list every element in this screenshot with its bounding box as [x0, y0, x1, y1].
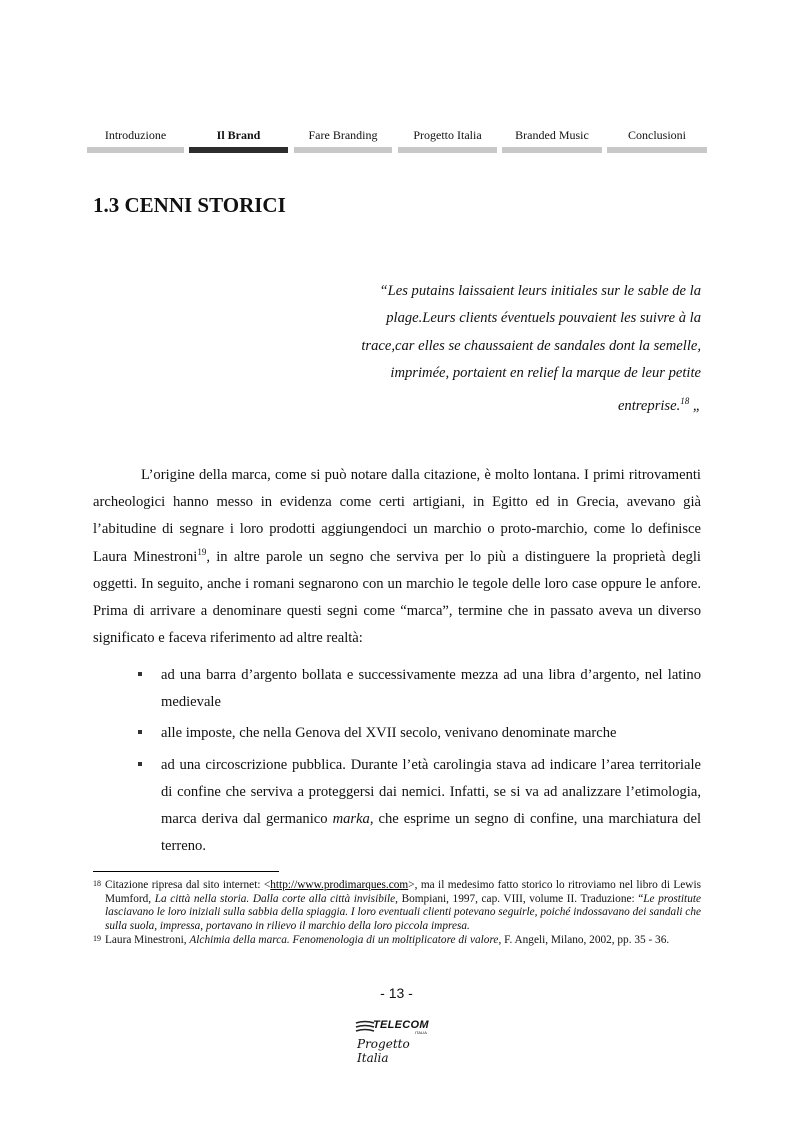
logo-brand-small: ITALIA: [415, 1030, 427, 1035]
tab-label: Progetto Italia: [413, 128, 482, 142]
footnote-text: >, ma il medesimo fatto storico lo ritroviamo nel libro di Lewis Mumford,: [105, 879, 701, 905]
epigraph-quote: [340, 278, 701, 420]
footnote-translation-end: .: [467, 919, 470, 932]
square-bullet-icon: [138, 730, 142, 734]
tab-label: Conclusioni: [627, 128, 686, 142]
meaning-list: [93, 662, 701, 864]
logo-tagline: Progetto Italia: [357, 1037, 410, 1065]
footnote-ref-19[interactable]: 19: [197, 546, 207, 557]
telecom-waves-icon: [355, 1020, 375, 1034]
tab-bar: [607, 147, 707, 153]
square-bullet-icon: [138, 762, 142, 766]
footnote-link[interactable]: http://www.prodimarques.com: [270, 879, 409, 891]
tab-introduzione[interactable]: [87, 127, 184, 153]
footnote-separator: [93, 871, 279, 872]
tab-bar-active: [189, 147, 288, 153]
tab-conclusioni[interactable]: [607, 127, 707, 153]
footnote-translation: Le prostitute lasciavano le loro iniziali sulla sabbia della spiaggia. I loro eventuali clienti potevano seguirle, poiché indossavano dei sandali che sulla suola, impressa, portavano in rilievo il marchio della loro piccola impresa: [105, 892, 701, 932]
body-paragraph: [93, 462, 701, 652]
footnote-text: Laura Minestroni,: [105, 934, 190, 947]
tab-bar: [87, 147, 184, 153]
tab-bar: [502, 147, 602, 153]
footnote-number: 19: [93, 934, 101, 944]
telecom-italia-logo: [355, 1017, 439, 1065]
footnote-book-title: Alchimia della marca. Fenomenologia di un moltiplicatore di valore: [189, 934, 499, 947]
footnote-text: , F. Angeli, Milano, 2002, pp. 35 - 36.: [498, 934, 670, 947]
list-item: [93, 720, 701, 747]
logo-brand: TELECOM: [373, 1019, 429, 1031]
tab-label: Introduzione: [104, 128, 167, 142]
paragraph-text-1: L’origine della marca, come si può notare dalla citazione, è molto lontana. I primi ritrovamenti archeologici hanno messo in evidenza come certi artigiani, in Egitto ed in Grecia, avevano già l’abitudine di segnare i loro prodotti aggiungendoci un marchio o proto-marchio, come lo definisce Laura Minestroni: [93, 467, 701, 565]
square-bullet-icon: [138, 672, 142, 676]
section-heading: 1.3 CENNI STORICI: [93, 193, 286, 217]
tab-label: Fare Branding: [308, 128, 378, 142]
footnote-text: , Bompiani, 1997, cap. VIII, volume II. Traduzione: “: [395, 892, 644, 905]
list-item-text: alle imposte, che nella Genova del XVII secolo, venivano denominate marche: [161, 725, 617, 742]
paragraph-text-2: , in altre parole un segno che serviva per lo più a distinguere la proprietà degli oggetti. In seguito, anche i romani segnarono con un marchio le tegole delle loro case oppure le anfore. Prima di arrivare a denominare questi segni come “marca”, termine che in passato aveva un diverso significato e faceva riferimento ad altre realtà:: [93, 548, 701, 647]
tab-label: Il Brand: [216, 128, 261, 142]
footnote-19: [93, 934, 701, 948]
list-item-emphasis: marka: [332, 811, 370, 828]
tab-bar: [398, 147, 497, 153]
list-item-text: ad una circoscrizione pubblica. Durante l’età carolingia stava ad indicare l’area territoriale di confine che serviva a proteggersi dai nemici. Infatti, se si va ad analizzare l’etimologia, marca deriva dal germanico: [161, 756, 701, 828]
footnote-number: 18: [93, 879, 101, 888]
list-item: [93, 752, 701, 861]
tab-bar: [294, 147, 392, 153]
footnote-text: Citazione ripresa dal sito internet: <: [105, 879, 271, 891]
tab-progetto-italia[interactable]: [398, 127, 497, 153]
tab-branded-music[interactable]: [502, 127, 602, 153]
tab-label: Branded Music: [515, 128, 589, 142]
quote-closing-mark: „: [689, 397, 701, 414]
list-item-text: , che esprime un segno di confine, una marchiatura del terreno.: [161, 811, 702, 855]
chapter-navigation: [87, 127, 707, 155]
list-item: [93, 662, 701, 716]
footnote-book-title: La città nella storia. Dalla corte alla città invisibile: [154, 892, 396, 905]
quote-text: “Les putains laissaient leurs initiales sur le sable de la plage.Leurs clients éventuels pouvaient les suivre à la trace,car elles se chaussaient de sandales dont la semelle, imprimée, portaient en relief la marque de leur petite entreprise.: [361, 283, 701, 414]
footnote-18: [93, 879, 701, 933]
tab-il-brand[interactable]: [189, 127, 288, 153]
list-item-text: ad una barra d’argento bollata e successivamente mezza ad una libra d’argento, nel latino medievale: [161, 667, 701, 711]
footnotes: [93, 879, 701, 948]
tab-fare-branding[interactable]: [294, 127, 392, 153]
page-number: - 13 -: [380, 985, 413, 1001]
footnote-ref-18[interactable]: 18: [680, 395, 690, 406]
